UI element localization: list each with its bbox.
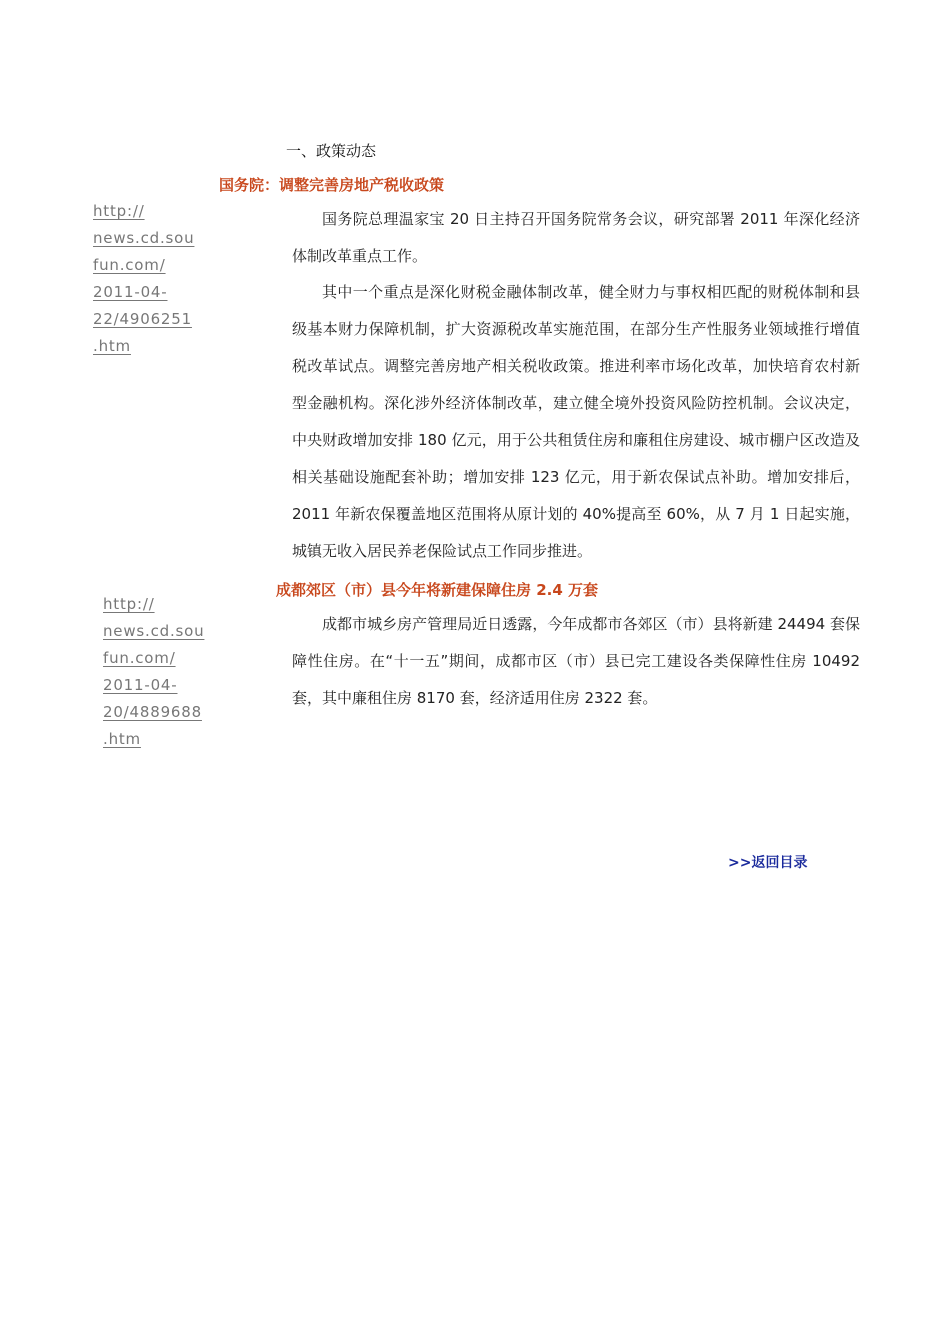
article-paragraph: 其中一个重点是深化财税金融体制改革，健全财力与事权相匹配的财税体制和县级基本财力保障机制，扩大资源税改革实施范围，在部分生产性服务业领域推行增值税改革试点。调整完善房地产相关税收政策。推进利率市场化改革，加快培育农村新型金融机构。深化涉外经济体制改革，建立健全境外投资风险防控机制。会议决定，中央财政增加安排 180 亿元，用于公共租赁住房和廉租住房建设、城市棚户区改造及相关基础设施配套补助；增加安排 123 亿元，用于新农保试点补助。增加安排后，2011 年新农保覆盖地区范围将从原计划的 40%提高至 60%，从 7 月 1 日起实施，城镇无收入居民养老保险试点工作同步推进。 <box>292 283 860 560</box>
link-line: fun.com/ <box>103 649 176 667</box>
link-line: 2011-04- <box>93 283 168 301</box>
section-title: 一、政策动态 <box>286 142 377 160</box>
link-line: 2011-04- <box>103 676 178 694</box>
article-headline-1: 国务院：调整完善房地产税收政策 <box>219 176 445 194</box>
link-line: .htm <box>93 337 131 355</box>
link-line: .htm <box>103 730 141 748</box>
source-link-2[interactable] <box>103 591 204 753</box>
article-headline-2: 成都郊区（市）县今年将新建保障住房 2.4 万套 <box>276 581 599 599</box>
link-line: 20/4889688 <box>103 703 202 721</box>
link-line: http:// <box>93 202 145 220</box>
link-line: news.cd.sou <box>93 229 195 247</box>
link-line: news.cd.sou <box>103 622 205 640</box>
link-line: 22/4906251 <box>93 310 192 328</box>
article-paragraph: 国务院总理温家宝 20 日主持召开国务院常务会议，研究部署 2011 年深化经济体制改革重点工作。 <box>292 210 860 265</box>
source-link-1[interactable] <box>93 198 194 360</box>
link-line: fun.com/ <box>93 256 166 274</box>
back-to-contents-link[interactable]: >>返回目录 <box>728 855 808 871</box>
link-line: http:// <box>103 595 155 613</box>
article-paragraph: 成都市城乡房产管理局近日透露，今年成都市各郊区（市）县将新建 24494 套保障性住房。在“十一五”期间，成都市区（市）县已完工建设各类保障性住房 10492 套，其中廉租住房 8170 套，经济适用住房 2322 套。 <box>292 615 860 707</box>
